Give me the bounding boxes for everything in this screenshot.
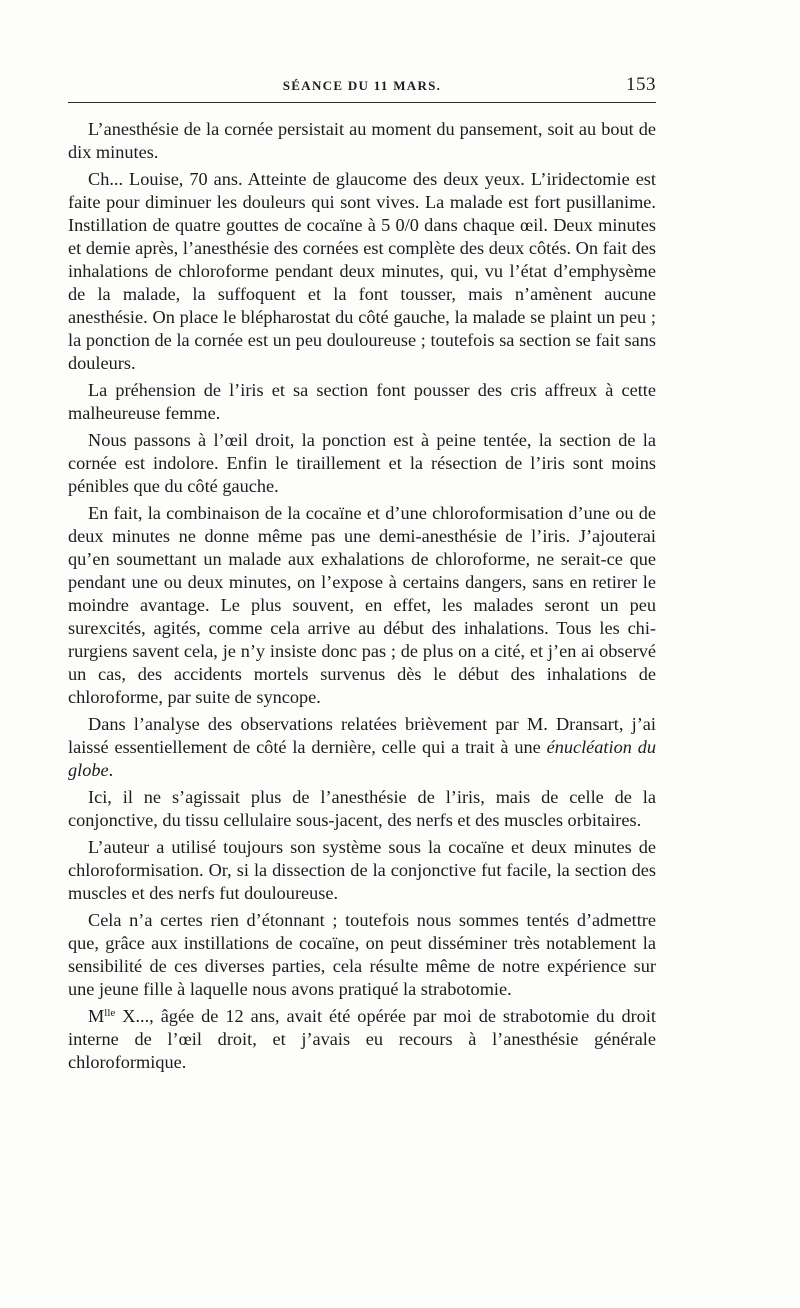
paragraph-4: Nous passons à l’œil droit, la ponction est à peine tentée, la section de la cornée est indolore. Enfin le tiraillement et la résection de l’iris sont moins pénibles que du côté gauche. <box>68 430 656 496</box>
paragraph-1: L’anesthésie de la cornée persistait au moment du pansement, soit au bout de dix minutes. <box>68 119 656 162</box>
paragraph-6-italic: énucléation du globe <box>68 737 656 780</box>
paragraph-6-end: . <box>108 760 114 780</box>
running-title: SÉANCE DU 11 MARS. <box>282 78 442 93</box>
page-number: 153 <box>626 74 656 95</box>
paragraph-6 <box>68 713 656 782</box>
paragraph-6-text: Dans l’analyse des observations relatées brièvement par M. Dransart, j’ai laissé essentiellement de côté la dernière, celle qui a trait à une <box>68 714 656 757</box>
paragraph-8: L’auteur a utilisé toujours son système sous la cocaïne et deux minutes de chloroformisation. Or, si la dissection de la conjonctive fut facile, la section des muscles et des nerfs fut douloureuse. <box>68 837 656 903</box>
paragraph-7: Ici, il ne s’agissait plus de l’anesthésie de l’iris, mais de celle de la conjonctive, du tissu cellulaire sous-jacent, des nerfs et des muscles orbitaires. <box>68 787 656 830</box>
paragraph-2: Ch... Louise, 70 ans. Atteinte de glaucome des deux yeux. L’iridectomie est faite pour diminuer les douleurs qui sont vives. La malade est fort pusillanime. Instillation de quatre gouttes de cocaïne à 5 0/0 dans chaque œil. Deux minutes et demie après, l’anesthésie des cornées est complète des deux côtés. On fait des inhalations de chloroforme pendant deux minutes, qui, vu l’état d’emphysème de la malade, la suffoquent et la font tousser, mais n’amènent aucune anesthésie. On place le blépharostat du côté gauche, la malade se plaint un peu ; la ponction de la cornée est un peu douloureuse ; toutefois sa section se fait sans douleurs. <box>68 169 656 373</box>
paragraph-5: En fait, la combinaison de la cocaïne et d’une chloroformisation d’une ou de deux minutes ne donne même pas une demi-anesthésie de l’iris. J’ajouterai qu’en soumettant un malade aux exhalations de chloroforme, ne serait-ce que pendant une ou deux minutes, on l’expose à certains dangers, sans en retirer le moindre avantage. Le plus souvent, en effet, les malades seront un peu surexcités, agités, comme cela arrive au début des inhalations. Tous les chirurgiens savent cela, je n’y insiste donc pas ; de plus on a cité, et j’en ai observé un cas, des accidents mortels survenus dès le début des inhalations de chloroforme, par suite de syncope. <box>68 503 656 707</box>
body-text <box>68 118 656 1078</box>
paragraph-10-start: M <box>88 1006 105 1026</box>
paragraph-10 <box>68 1005 656 1074</box>
header-rule <box>68 102 656 103</box>
page-header <box>68 74 656 98</box>
paragraph-10-superscript: lle <box>104 1007 116 1019</box>
paragraph-10-text: X..., âgée de 12 ans, avait été opérée par moi de strabotomie du droit interne de l’œil droit, et j’avais eu recours à l’anesthésie générale chloroformique. <box>68 1006 656 1072</box>
paragraph-3: La préhension de l’iris et sa section font pousser des cris affreux à cette malheureuse femme. <box>68 380 656 423</box>
paragraph-9: Cela n’a certes rien d’étonnant ; toutefois nous sommes tentés d’admettre que, grâce aux instillations de cocaïne, on peut disséminer très notablement la sensibilité de ces diverses parties, cela résulte même de notre expérience sur une jeune fille à laquelle nous avons pratiqué la strabotomie. <box>68 910 656 999</box>
